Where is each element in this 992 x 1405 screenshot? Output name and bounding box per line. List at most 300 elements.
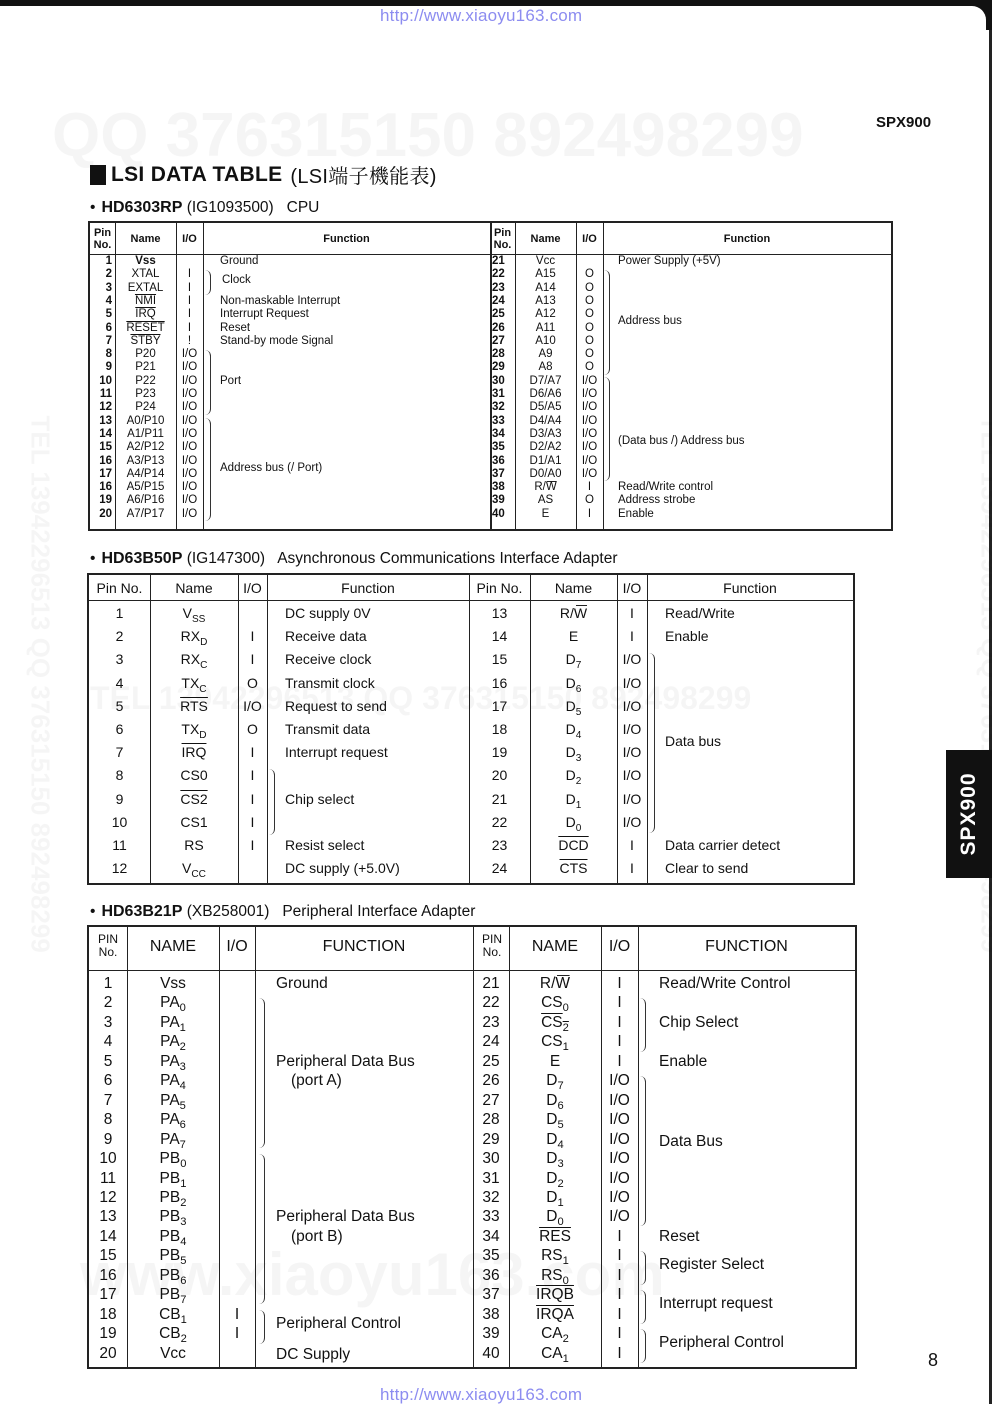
name-subscript: 0 xyxy=(557,1216,563,1228)
pin-name xyxy=(127,975,219,993)
function-text: Chip Select xyxy=(659,1014,738,1032)
name-subscript: 0 xyxy=(180,1003,186,1015)
pin-number: 11 xyxy=(89,1170,127,1188)
name-text: PA xyxy=(160,1014,180,1031)
name-subscript: 2 xyxy=(181,1333,187,1345)
function-text: Read/Write xyxy=(665,605,735,621)
name-text: D0/A0 xyxy=(530,468,562,480)
name-text: A3/P13 xyxy=(127,455,165,467)
brace-icon xyxy=(640,998,646,1051)
name-subscript: 3 xyxy=(576,753,582,764)
pin-name xyxy=(515,481,576,493)
pin-number: 9 xyxy=(90,361,112,373)
side-tab xyxy=(946,750,992,878)
name-text: E xyxy=(550,1053,560,1070)
pin-io: O xyxy=(576,268,603,280)
pin-number: 10 xyxy=(89,814,150,830)
header-io: I/O xyxy=(601,938,638,956)
function-text: Power Supply (+5V) xyxy=(618,255,721,267)
pin-name xyxy=(509,1306,601,1324)
column-divider xyxy=(219,927,220,1367)
header-pin-no: Pin No. xyxy=(490,227,515,251)
pin-io: I/O xyxy=(617,744,647,760)
function-text: Resist select xyxy=(285,837,364,853)
section-pia-heading xyxy=(90,903,475,921)
function-text: Read/Write Control xyxy=(659,975,791,993)
header-name: Name xyxy=(115,233,176,245)
pin-io: I/O xyxy=(601,1072,638,1090)
pin-name xyxy=(127,1053,219,1073)
pin-name xyxy=(515,335,576,347)
pin-name xyxy=(530,744,617,764)
name-subscript: 3 xyxy=(180,1061,186,1073)
pin-number: 16 xyxy=(90,455,112,467)
function-text: Receive data xyxy=(285,628,367,644)
name-subscript: 0 xyxy=(576,823,582,834)
pin-io: O xyxy=(576,322,603,334)
pin-name xyxy=(530,860,617,876)
header-function: FUNCTION xyxy=(255,938,473,956)
pin-number: 12 xyxy=(89,1189,127,1207)
name-text: RX xyxy=(181,651,200,667)
acia-part: HD63B50P xyxy=(101,550,182,567)
name-text: D xyxy=(546,1072,557,1089)
title-square-icon xyxy=(90,165,106,185)
pia-part: HD63B21P xyxy=(101,903,182,920)
name-text: PB xyxy=(160,1267,181,1284)
page-corner xyxy=(962,0,992,30)
pin-io: I/O xyxy=(176,481,203,493)
name-subscript: 5 xyxy=(180,1100,186,1112)
pin-number: 13 xyxy=(469,605,530,621)
column-divider xyxy=(255,927,256,1367)
pin-name xyxy=(115,268,176,280)
header-io: I/O xyxy=(176,233,203,245)
name-text: A14 xyxy=(535,282,555,294)
pin-name xyxy=(115,308,176,320)
pin-io: I/O xyxy=(576,401,603,413)
pin-io: I xyxy=(601,1228,638,1246)
pin-number: 20 xyxy=(89,1345,127,1363)
function-text: Address bus (/ Port) xyxy=(220,462,322,474)
name-text: $\overline{RTS}$ xyxy=(180,698,208,714)
header-no: No. xyxy=(89,946,127,959)
name-text: P24 xyxy=(135,401,155,413)
pin-number: 31 xyxy=(492,388,514,400)
pin-number: 2 xyxy=(89,994,127,1012)
pin-io: I/O xyxy=(617,791,647,807)
name-text: A1/P11 xyxy=(127,428,164,440)
pin-name xyxy=(127,1072,219,1092)
pin-io: I/O xyxy=(601,1111,638,1129)
pin-io: O xyxy=(238,675,267,691)
function-text: Read/Write control xyxy=(618,481,713,493)
pia-desc: Peripheral Interface Adapter xyxy=(282,903,475,920)
name-text: V xyxy=(183,605,192,621)
pin-number: 19 xyxy=(90,494,112,506)
name-subscript: 5 xyxy=(180,1255,186,1267)
pin-number: 11 xyxy=(89,837,150,853)
function-text: DC supply 0V xyxy=(285,605,371,621)
name-text: A15 xyxy=(535,268,555,280)
pin-name xyxy=(115,455,176,467)
function-text: Interrupt request xyxy=(285,744,388,760)
name-subscript: 7 xyxy=(576,660,582,671)
pin-io: I xyxy=(576,481,603,493)
function-text: Receive clock xyxy=(285,651,371,667)
pin-io: I xyxy=(176,308,203,320)
pin-number: 28 xyxy=(473,1111,509,1129)
function-text: Enable xyxy=(618,508,654,520)
pin-number: 18 xyxy=(89,1306,127,1324)
name-text: $\overline{IRQ}$ xyxy=(182,744,207,760)
pin-name xyxy=(509,1267,601,1287)
name-subscript: 6 xyxy=(180,1119,186,1131)
pin-io: I/O xyxy=(617,651,647,667)
pin-name xyxy=(150,721,238,741)
pin-io: I xyxy=(601,975,638,993)
pin-number: 4 xyxy=(89,675,150,691)
pin-name xyxy=(530,837,617,853)
name-text: RS xyxy=(184,837,203,853)
name-text: PA xyxy=(160,1131,180,1148)
brace-icon xyxy=(649,653,655,833)
pin-name xyxy=(115,481,176,493)
name-text: P20 xyxy=(135,348,155,360)
name-text: $\overline{CTS}$ xyxy=(560,860,588,876)
name-subscript: 5 xyxy=(576,707,582,718)
function-text: (Data bus /) Address bus xyxy=(618,435,745,447)
pin-number: 25 xyxy=(473,1053,509,1071)
pin-name xyxy=(127,1306,219,1326)
pin-name xyxy=(509,1170,601,1190)
pin-io: I/O xyxy=(176,388,203,400)
pin-number: 37 xyxy=(492,468,514,480)
name-text: PB xyxy=(160,1189,181,1206)
name-subscript: CC xyxy=(191,869,206,880)
name-text: A8 xyxy=(538,361,552,373)
name-text: D2/A2 xyxy=(530,441,562,453)
function-text: Non-maskable Interrupt xyxy=(220,295,340,307)
name-subscript: 6 xyxy=(180,1275,186,1287)
function-text: Enable xyxy=(665,628,709,644)
function-text: Chip select xyxy=(285,791,354,807)
pin-name xyxy=(127,1345,219,1363)
pin-name xyxy=(127,1170,219,1190)
name-subscript: 7 xyxy=(180,1294,186,1306)
pin-number: 6 xyxy=(90,322,112,334)
name-text: D xyxy=(546,1189,557,1206)
function-text: Clear to send xyxy=(665,860,748,876)
name-text: Vcc xyxy=(536,255,555,267)
pin-number: 33 xyxy=(492,415,514,427)
pin-io: I xyxy=(601,1014,638,1032)
pin-name xyxy=(115,468,176,480)
name-text: PA xyxy=(160,1033,180,1050)
bullet-icon: • xyxy=(90,550,95,567)
name-text: A10 xyxy=(535,335,555,347)
pin-number: 13 xyxy=(90,415,112,427)
pin-name xyxy=(515,428,576,440)
function-text: Address bus xyxy=(618,315,682,327)
pin-number: 30 xyxy=(492,375,514,387)
pin-io: ! xyxy=(176,335,203,347)
pin-name xyxy=(127,1033,219,1053)
pin-io: O xyxy=(576,335,603,347)
pin-name xyxy=(115,388,176,400)
pin-number: 8 xyxy=(89,1111,127,1129)
pin-number: 27 xyxy=(473,1092,509,1110)
pin-number: 6 xyxy=(89,1072,127,1090)
pia-table xyxy=(87,925,857,1369)
function-text: Peripheral Control xyxy=(276,1315,401,1333)
brace-icon xyxy=(259,998,265,1148)
pin-number: 14 xyxy=(90,428,112,440)
pin-name xyxy=(515,322,576,334)
name-text: TX xyxy=(181,721,199,737)
pin-name xyxy=(509,1014,601,1034)
name-subscript: 1 xyxy=(181,1314,187,1326)
pin-io: I xyxy=(617,860,647,876)
watermark-left xyxy=(25,416,56,1016)
pin-number: 10 xyxy=(89,1150,127,1168)
header-name: NAME xyxy=(127,938,219,956)
name-text: RS xyxy=(541,1247,563,1264)
name-text: CB xyxy=(159,1306,181,1323)
name-text: D6/A6 xyxy=(530,388,562,400)
pin-io: O xyxy=(576,348,603,360)
header-no: No. xyxy=(473,946,511,959)
name-subscript: 4 xyxy=(180,1236,186,1248)
name-text: D xyxy=(546,1208,557,1225)
pin-name xyxy=(150,767,238,783)
header-io: I/O xyxy=(238,580,267,596)
pin-name xyxy=(115,335,176,347)
pin-number: 24 xyxy=(473,1033,509,1051)
function-text: Interrupt request xyxy=(659,1295,773,1313)
pin-number: 13 xyxy=(89,1208,127,1226)
function-text: Transmit data xyxy=(285,721,370,737)
pin-io: O xyxy=(576,361,603,373)
brace-icon xyxy=(269,769,275,835)
model-label: SPX900 xyxy=(876,114,931,131)
pin-name xyxy=(127,1228,219,1248)
pin-io: I xyxy=(176,282,203,294)
name-subscript: 2 xyxy=(576,776,582,787)
name-subscript: 1 xyxy=(563,1353,569,1365)
name-text: PA xyxy=(160,1053,180,1070)
function-text: Peripheral Control xyxy=(659,1334,784,1352)
name-text: D xyxy=(566,814,576,830)
pin-io: I/O xyxy=(176,441,203,453)
header-io: I/O xyxy=(576,233,603,245)
pin-name xyxy=(127,1286,219,1306)
pin-io: I/O xyxy=(601,1092,638,1110)
brace-icon xyxy=(205,418,211,521)
name-text: A12 xyxy=(535,308,555,320)
name-text: PB xyxy=(160,1286,181,1303)
pin-io: I xyxy=(617,605,647,621)
header-function: Function xyxy=(267,580,469,596)
pin-number: 12 xyxy=(89,860,150,876)
name-text: PB xyxy=(160,1208,181,1225)
pin-name xyxy=(515,508,576,520)
pin-name xyxy=(515,494,576,506)
function-text: Ground xyxy=(220,255,258,267)
pin-number: 22 xyxy=(473,994,509,1012)
pin-name xyxy=(530,675,617,695)
name-text: STBY xyxy=(130,335,160,347)
function-text: Interrupt Request xyxy=(220,308,309,320)
name-text: PA xyxy=(160,1092,180,1109)
pin-io: I/O xyxy=(176,348,203,360)
pin-name xyxy=(509,1208,601,1228)
pin-number: 21 xyxy=(469,791,530,807)
name-subscript: 2 xyxy=(180,1041,186,1053)
pin-name xyxy=(509,1131,601,1151)
pin-number: 7 xyxy=(89,744,150,760)
pin-name xyxy=(515,455,576,467)
pin-name xyxy=(509,1345,601,1365)
function-text: Data bus xyxy=(665,733,721,749)
column-divider xyxy=(203,223,204,529)
pin-name xyxy=(127,1247,219,1267)
name-text: TX xyxy=(181,675,199,691)
name-text: RESET xyxy=(126,322,164,334)
pin-number: 2 xyxy=(89,628,150,644)
pin-name xyxy=(530,814,617,834)
pin-io: I xyxy=(176,322,203,334)
pin-number: 9 xyxy=(89,791,150,807)
pin-name xyxy=(115,375,176,387)
name-subscript: SS xyxy=(192,614,205,625)
name-text: A11 xyxy=(536,322,556,334)
function-text: Clock xyxy=(222,274,251,286)
side-tab-label: SPX900 xyxy=(957,772,981,855)
brace-icon xyxy=(259,1154,265,1304)
name-text: D3/A3 xyxy=(530,428,562,440)
name-text: CS1 xyxy=(180,814,207,830)
pin-number: 21 xyxy=(473,975,509,993)
name-text: D xyxy=(566,767,576,783)
pin-io: O xyxy=(576,282,603,294)
pin-io: I/O xyxy=(576,428,603,440)
pin-name xyxy=(509,1325,601,1345)
pin-io: O xyxy=(576,494,603,506)
pin-name xyxy=(515,268,576,280)
pin-io: I xyxy=(176,295,203,307)
watermark-right xyxy=(975,416,992,1016)
pin-name xyxy=(115,415,176,427)
cpu-part: HD6303RP xyxy=(101,199,182,216)
name-subscript: C xyxy=(199,683,206,694)
pin-name xyxy=(150,675,238,695)
name-text: $\overline{DCD}$ xyxy=(558,837,588,853)
brace-icon xyxy=(640,1076,646,1226)
function-text: Transmit clock xyxy=(285,675,375,691)
name-text: D4/A4 xyxy=(530,415,562,427)
pin-number: 34 xyxy=(473,1228,509,1246)
header-pin-no: Pin No. xyxy=(469,580,530,596)
name-text: D xyxy=(566,721,576,737)
pin-number: 26 xyxy=(473,1072,509,1090)
name-text: Vcc xyxy=(160,1345,186,1362)
pin-name xyxy=(515,361,576,373)
pin-io: I/O xyxy=(617,767,647,783)
name-text: $\overline{IRQ}$ xyxy=(135,308,155,320)
bullet-icon: • xyxy=(90,903,95,920)
column-divider xyxy=(267,575,268,883)
name-text: PB xyxy=(160,1247,181,1264)
page-number: 8 xyxy=(928,1350,938,1371)
header-name: Name xyxy=(150,580,238,596)
pin-io: I/O xyxy=(176,508,203,520)
name-text: RS xyxy=(541,1267,563,1284)
pin-io: I xyxy=(238,744,267,760)
column-divider xyxy=(647,575,648,883)
name-subscript: 4 xyxy=(180,1080,186,1092)
pin-name xyxy=(509,1247,601,1267)
pin-number: 23 xyxy=(469,837,530,853)
pin-number: 32 xyxy=(473,1189,509,1207)
pin-name xyxy=(150,605,238,625)
pin-name xyxy=(530,605,617,621)
pin-name xyxy=(530,791,617,811)
cpu-desc: CPU xyxy=(287,199,320,216)
pin-io: O xyxy=(576,295,603,307)
pin-name xyxy=(509,975,601,993)
pin-io: I/O xyxy=(576,441,603,453)
name-text: IRQA xyxy=(536,1306,574,1323)
pin-name xyxy=(115,322,176,334)
pin-name xyxy=(127,1189,219,1209)
pin-number: 7 xyxy=(90,335,112,347)
function-text: Port xyxy=(220,375,241,387)
function-text: Ground xyxy=(276,975,328,993)
pin-number: 3 xyxy=(89,1014,127,1032)
pin-number: 5 xyxy=(89,1053,127,1071)
name-subscript: 1 xyxy=(180,1022,186,1034)
pin-number: 9 xyxy=(89,1131,127,1149)
name-text: A2/P12 xyxy=(127,441,165,453)
pin-number: 15 xyxy=(89,1247,127,1265)
cpu-code: (IG1093500) xyxy=(187,199,274,216)
name-text: EXTAL xyxy=(128,282,164,294)
name-text: PB xyxy=(160,1170,181,1187)
title-text: LSI DATA TABLE xyxy=(111,163,282,187)
pin-name xyxy=(515,415,576,427)
pin-name xyxy=(509,1053,601,1071)
pin-number: 34 xyxy=(492,428,514,440)
pin-io: I/O xyxy=(576,455,603,467)
source-url-top[interactable]: http://www.xiaoyu163.com xyxy=(380,6,582,26)
pin-name xyxy=(150,744,238,760)
pin-io: I/O xyxy=(176,494,203,506)
pin-number: 3 xyxy=(89,651,150,667)
pin-number: 29 xyxy=(473,1131,509,1149)
pin-name xyxy=(515,388,576,400)
pin-number: 35 xyxy=(473,1247,509,1265)
function-text: Address strobe xyxy=(618,494,695,506)
pin-io: I/O xyxy=(176,415,203,427)
source-url-bottom[interactable]: http://www.xiaoyu163.com xyxy=(380,1385,582,1405)
header-name: NAME xyxy=(509,938,601,956)
function-text: DC Supply xyxy=(276,1346,350,1364)
acia-code: (IG147300) xyxy=(187,550,265,567)
pin-number: 7 xyxy=(89,1092,127,1110)
name-text: PA xyxy=(160,994,180,1011)
pin-io: I xyxy=(238,791,267,807)
